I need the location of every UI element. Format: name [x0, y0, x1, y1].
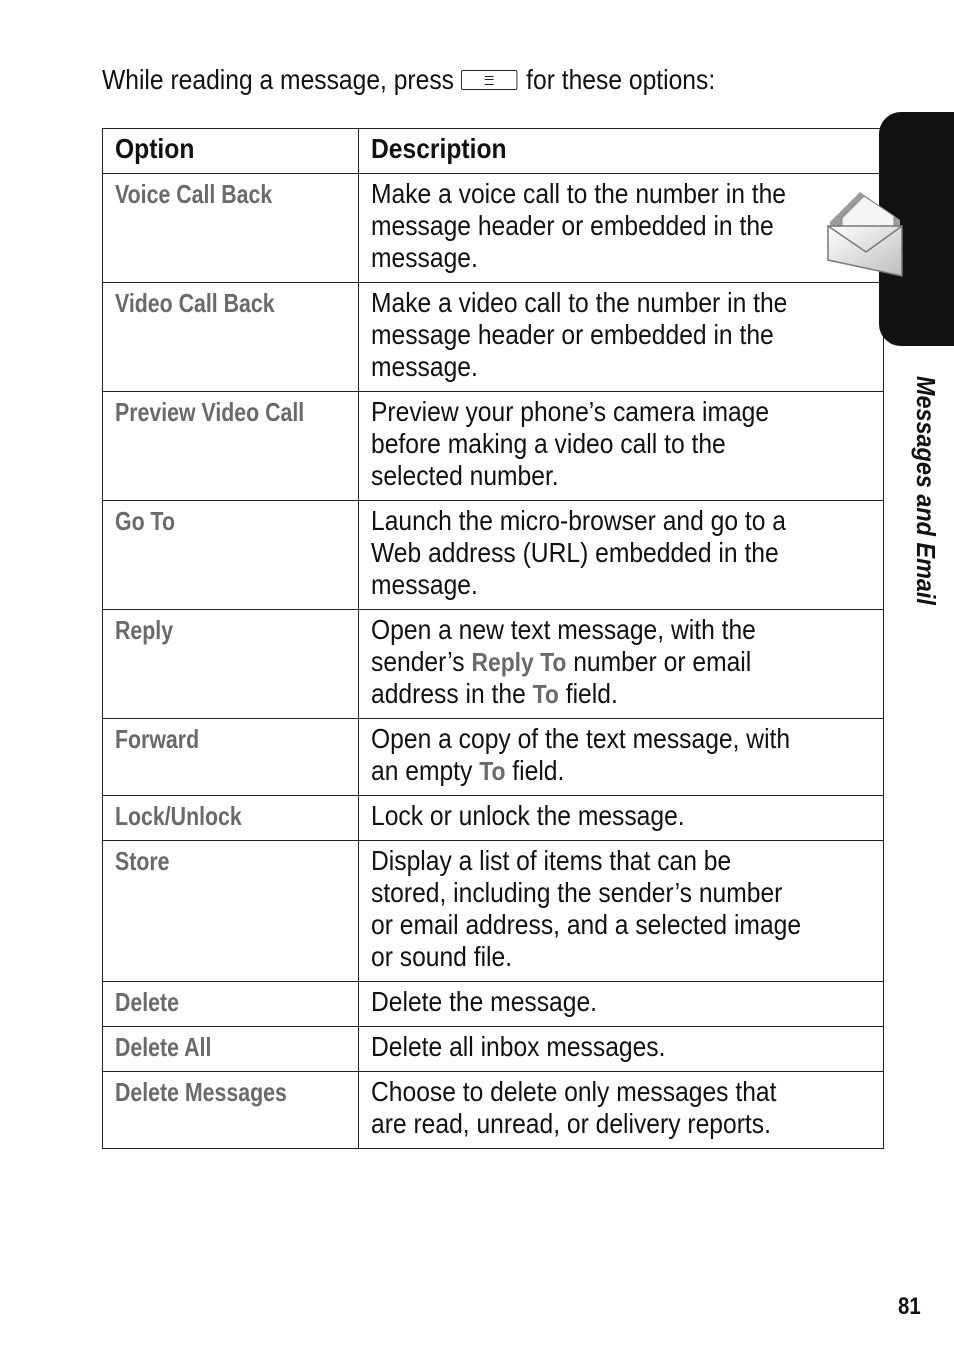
option-cell — [103, 283, 359, 392]
intro-line — [102, 62, 715, 98]
option-description: Choose to delete only messages that are read, unread, or delivery reports. — [370, 1076, 777, 1139]
option-description: Preview your phone’s camera image before making a video call to the selected number. — [370, 396, 769, 491]
option-name: Video Call Back — [115, 288, 275, 318]
option-description: Launch the micro-browser and go to a Web address (URL) embedded in the message. — [370, 505, 786, 600]
field-name-to: To — [532, 679, 559, 709]
option-cell — [103, 841, 359, 982]
table-header-row — [103, 129, 884, 174]
option-description: Display a list of items that can be stored, including the sender’s number or email address, and a selected image or sound file. — [370, 845, 801, 972]
option-description: Lock or unlock the message. — [370, 800, 685, 831]
option-cell — [103, 719, 359, 796]
table-row — [103, 719, 884, 796]
description-cell — [358, 283, 883, 392]
option-name: Lock/Unlock — [115, 801, 242, 831]
table-row — [103, 1072, 884, 1149]
table-row — [103, 283, 884, 392]
header-description: Description — [358, 129, 883, 174]
page-number: 81 — [898, 1293, 921, 1320]
intro-text-before: While reading a message, press — [102, 64, 454, 95]
table-row — [103, 501, 884, 610]
option-name: Voice Call Back — [115, 179, 273, 209]
option-name: Reply — [115, 615, 174, 645]
description-cell — [358, 392, 883, 501]
option-description: Delete the message. — [370, 986, 597, 1017]
option-name: Delete All — [115, 1032, 212, 1062]
option-cell — [103, 1072, 359, 1149]
option-description: Delete all inbox messages. — [370, 1031, 666, 1062]
header-option: Option — [103, 129, 359, 174]
option-name: Delete Messages — [115, 1077, 287, 1107]
table-row — [103, 610, 884, 719]
description-cell — [358, 982, 883, 1027]
table-row — [103, 982, 884, 1027]
option-cell — [103, 610, 359, 719]
option-cell — [103, 1027, 359, 1072]
description-cell — [358, 174, 883, 283]
option-description: Open a copy of the text message, with an empty To field. — [370, 723, 790, 786]
option-name: Delete — [115, 987, 179, 1017]
description-cell — [358, 796, 883, 841]
option-name: Preview Video Call — [115, 397, 305, 427]
option-cell — [103, 982, 359, 1027]
option-cell — [103, 392, 359, 501]
description-cell — [358, 1072, 883, 1149]
table-row — [103, 392, 884, 501]
option-name: Forward — [115, 724, 200, 754]
field-name-reply-to: Reply To — [471, 647, 567, 677]
option-name: Store — [115, 846, 170, 876]
option-description: Make a voice call to the number in the message header or embedded in the message. — [370, 178, 786, 273]
options-table — [102, 128, 884, 1149]
table-row — [103, 796, 884, 841]
option-cell — [103, 174, 359, 283]
option-cell — [103, 501, 359, 610]
intro-text-after: for these options: — [526, 64, 716, 95]
description-cell — [358, 1027, 883, 1072]
description-cell — [358, 719, 883, 796]
option-description: Open a new text message, with the sender’s Reply To number or email address in the To field. — [370, 614, 756, 709]
description-cell — [358, 610, 883, 719]
table-row — [103, 174, 884, 283]
option-description: Make a video call to the number in the message header or embedded in the message. — [370, 287, 788, 382]
option-name: Go To — [115, 506, 176, 536]
table-row — [103, 1027, 884, 1072]
field-name-to: To — [478, 756, 506, 786]
envelope-icon — [824, 186, 908, 282]
description-cell — [358, 841, 883, 982]
description-cell — [358, 501, 883, 610]
table-row — [103, 841, 884, 982]
menu-key-icon — [461, 70, 517, 90]
option-cell — [103, 796, 359, 841]
section-label: Messages and Email — [911, 376, 941, 605]
